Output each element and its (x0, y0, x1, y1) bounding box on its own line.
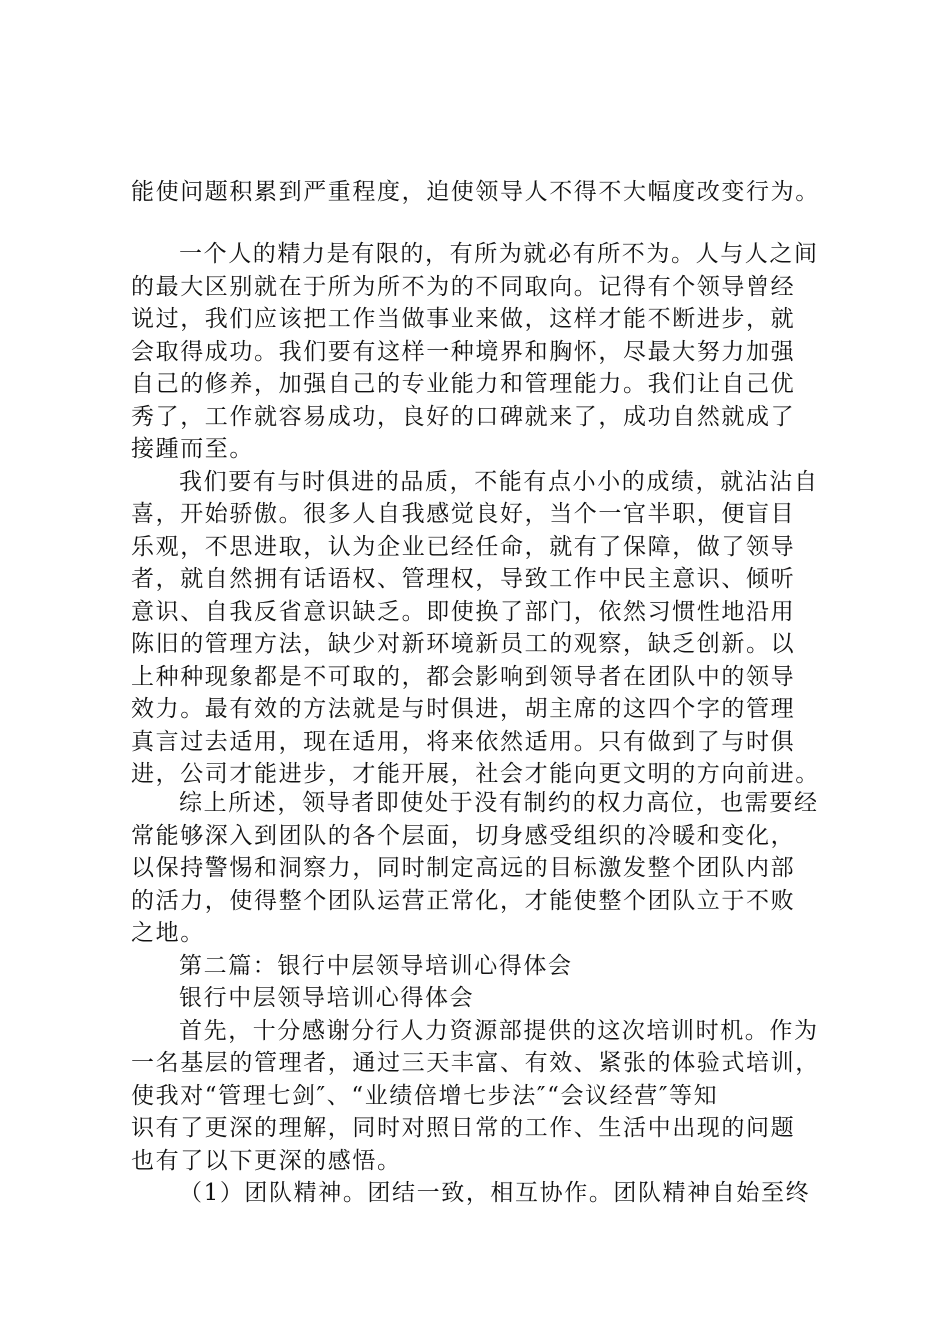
paragraph-closing-line (131, 176, 831, 209)
text-line: 的最大区别就在于所为所不为的不同取向。记得有个领导曾经 (131, 273, 796, 300)
text-line: 常能够深入到团队的各个层面，切身感受组织的冷暖和变化， (131, 822, 796, 849)
text-line: 上种种现象都是不可取的，都会影响到领导者在团队中的领导 (131, 663, 796, 690)
text-line: 效力。最有效的方法就是与时俱进，胡主席的这四个字的管理 (131, 696, 796, 722)
text-line: 接踵而至。 (131, 436, 254, 462)
text-line: 我们要有与时俱进的品质，不能有点小小的成绩，就沾沾自 (179, 468, 819, 495)
paragraph-group-summary (131, 787, 831, 1210)
text-line: 首先，十分感谢分行人力资源部提供的这次培训时机。作为 (179, 1017, 819, 1044)
text-line: 一名基层的管理者，通过三天丰富、有效、紧张的体验式培训， (131, 1050, 820, 1076)
text-line: 的活力，使得整个团队运营正常化，才能使整个团队立于不败 (131, 887, 796, 914)
text-line: 自己的修养，加强自己的专业能力和管理能力。我们让自己优 (131, 371, 796, 397)
text-line: 真言过去适用，现在适用，将来依然适用。只有做到了与时俱 (131, 728, 796, 755)
text-line: 也有了以下更深的感悟。 (131, 1147, 402, 1174)
section-heading: 第二篇：银行中层领导培训心得体会 (179, 952, 573, 979)
paragraph-group-main (131, 238, 831, 791)
text-line: 喜，开始骄傲。很多人自我感觉良好，当个一官半职，便盲目 (131, 501, 796, 527)
text-line: 使我对“管理七剑″、“业绩倍增七步法″“会议经营″等知 (131, 1082, 719, 1109)
text-line: 意识、自我反省意识缺乏。即使换了部门，依然习惯性地沿用 (131, 598, 796, 625)
text-line: 进，公司才能进步，才能开展，社会才能向更文明的方向前进。 (131, 761, 820, 787)
text-line: 秀了，工作就容易成功，良好的口碑就来了，成功自然就成了 (131, 403, 796, 430)
text-line: 乐观，不思进取，认为企业已经任命，就有了保障，做了领导 (131, 533, 796, 560)
text-line: 能使问题积累到严重程度，迫使领导人不得不大幅度改变行为。 (131, 179, 820, 205)
text-line: 者，就自然拥有话语权、管理权，导致工作中民主意识、倾听 (131, 566, 796, 592)
text-line: 陈旧的管理方法，缺少对新环境新员工的观察，缺乏创新。以 (131, 631, 796, 657)
text-line: 识有了更深的理解，同时对照日常的工作、生活中出现的问题 (131, 1115, 796, 1141)
text-line: 说过，我们应该把工作当做事业来做，这样才能不断进步，就 (131, 306, 796, 332)
text-line: 之地。 (131, 920, 205, 946)
text-line: 会取得成功。我们要有这样一种境界和胸怀，尽最大努力加强 (131, 338, 796, 365)
text-line: （1）团队精神。团结一致，相互协作。团队精神自始至终 (179, 1180, 811, 1206)
section-subtitle: 银行中层领导培训心得体会 (179, 985, 475, 1011)
text-line: 以保持警惕和洞察力，同时制定高远的目标激发整个团队内部 (131, 855, 796, 881)
text-line: 综上所述，领导者即使处于没有制约的权力高位，也需要经 (179, 790, 819, 816)
text-line: 一个人的精力是有限的，有所为就必有所不为。人与人之间 (179, 241, 819, 267)
